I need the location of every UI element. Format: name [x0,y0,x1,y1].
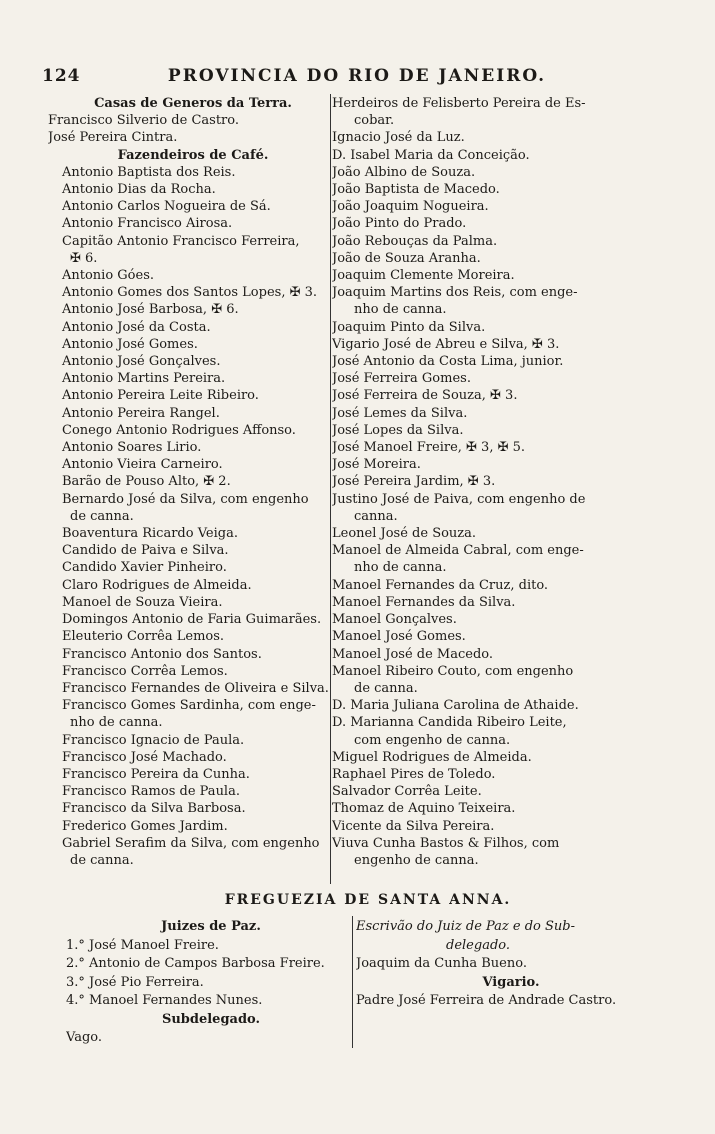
left-column-entry: Francisco Ramos de Paula. [62,784,240,800]
section-right-entry: Joaquim da Cunha Bueno. [356,956,527,971]
left-column [48,95,338,869]
section-right-heading: Vigario. [482,974,540,990]
right-column-entry: Salvador Corrêa Leite. [332,784,482,800]
left-column-entry: Boaventura Ricardo Veiga. [62,526,238,542]
section-left-entry: 1.° José Manoel Freire. [66,937,219,953]
running-title: PROVINCIA DO RIO DE JANEIRO. [167,66,547,86]
left-column-entry: Antonio Martins Pereira. [62,371,226,387]
left-column-entry: Antonio Francisco Airosa. [62,216,233,232]
right-column-entry: João Pinto do Prado. [332,216,467,232]
right-column-entry: Manoel Ribeiro Couto, com engenho [332,663,574,679]
right-column-entry: Leonel José de Souza. [332,526,477,542]
right-column-entry-continuation: nho de canna. [354,302,447,318]
left-column-entry: Frederico Gomes Jardim. [62,818,228,834]
right-column-entry: Manoel Gonçalves. [332,612,457,628]
right-column-entry: João Albino de Souza. [332,164,476,180]
right-column-entry: Joaquim Pinto da Silva. [332,319,486,335]
right-column-entry: Thomaz de Aquino Teixeira. [332,801,516,817]
section-right-entry: Escrivão do Juiz de Paz e do Sub- [356,919,576,934]
left-column-entry: Bernardo José da Silva, com engenho [62,491,309,507]
left-column-entry: Antonio Góes. [62,268,155,284]
right-column-entry: José Lemes da Silva. [332,405,468,421]
left-column-entry: Antonio Soares Lirio. [62,440,202,456]
section-right-entry: Padre José Ferreira de Andrade Castro. [356,993,617,1008]
left-column-entry-continuation: de canna. [70,508,134,524]
right-column-entry-continuation: canna. [354,508,398,524]
right-column-entry: Justino José de Paiva, com engenho de [332,491,586,507]
left-column-entry: Antonio Gomes dos Santos Lopes, ✠ 3. [62,285,318,301]
right-column-entry: Manoel de Almeida Cabral, com enge- [332,543,584,559]
right-column-entry: Manoel José Gomes. [332,629,466,645]
section-left-heading: Juizes de Paz. [161,919,261,934]
left-column-heading: Fazendeiros de Café. [117,147,269,163]
left-column-entry: Claro Rodrigues de Almeida. [62,577,252,593]
right-column-entry-continuation: cobar. [354,113,395,129]
left-column-entry-continuation: de canna. [70,852,134,868]
right-column-entry: José Lopes da Silva. [332,422,464,438]
section-title: FREGUEZIA DE SANTA ANNA. [224,892,512,908]
section-right-column [356,918,666,1011]
left-column-entry: Francisco Fernandes de Oliveira e Silva. [62,680,329,696]
section-left-entry: 4.° Manoel Fernandes Nunes. [66,993,263,1008]
left-column-entry: Antonio Baptista dos Reis. [62,164,236,180]
left-column-entry: Manoel de Souza Vieira. [62,594,223,610]
right-column-entry-continuation: com engenho de canna. [354,732,511,748]
right-column-entry: José Antonio da Costa Lima, junior. [332,354,564,370]
left-column-entry: Antonio Carlos Nogueira de Sá. [62,199,271,215]
left-column-entry: Francisco Antonio dos Santos. [62,646,262,662]
right-column-entry: D. Maria Juliana Carolina de Athaide. [332,698,579,714]
left-column-entry: Antonio José da Costa. [62,319,211,335]
left-column-entry: Candido de Paiva e Silva. [62,543,229,559]
right-column-entry: Raphael Pires de Toledo. [332,766,496,782]
right-column-entry: Joaquim Clemente Moreira. [332,268,515,284]
section-divider [352,916,353,1048]
right-column-entry: João Joaquim Nogueira. [332,199,489,215]
right-column-entry: D. Isabel Maria da Conceição. [332,147,530,163]
right-column-entry-continuation: engenho de canna. [354,852,479,868]
left-column-entry: Barão de Pouso Alto, ✠ 2. [62,474,231,490]
section-left-entry: Vago. [66,1030,102,1045]
right-column-entry: José Ferreira de Souza, ✠ 3. [332,388,518,404]
left-column-heading: Casas de Generos da Terra. [94,96,292,111]
right-column-entry: Herdeiros de Felisberto Pereira de Es- [332,96,586,111]
left-column-entry: Francisco Pereira da Cunha. [62,766,250,782]
left-column-entry: Eleuterio Corrêa Lemos. [62,629,225,645]
right-column-entry: Miguel Rodrigues de Almeida. [332,749,532,765]
left-column-entry-continuation: ✠ 6. [70,250,98,266]
page-header [42,66,682,88]
left-column-entry: Candido Xavier Pinheiro. [62,560,227,576]
page-number: 124 [42,66,81,86]
left-column-entry: Francisco Corrêa Lemos. [62,663,228,679]
left-column-entry: José Pereira Cintra. [48,130,178,146]
right-column-entry: José Ferreira Gomes. [332,371,471,387]
left-column-entry: Capitão Antonio Francisco Ferreira, [62,233,300,249]
left-column-entry: Francisco Ignacio de Paula. [62,732,245,748]
right-column-entry: José Moreira. [332,457,421,473]
right-column-entry: João Rebouças da Palma. [332,233,498,249]
left-column-entry: Domingos Antonio de Faria Guimarães. [62,612,322,628]
left-column-entry: Francisco da Silva Barbosa. [62,801,246,817]
left-column-entry: Antonio José Gomes. [62,336,198,352]
left-column-entry: Antonio Dias da Rocha. [62,182,216,198]
section-left-column [66,918,356,1048]
right-column-entry: João de Souza Aranha. [332,250,481,266]
right-column-entry: José Manoel Freire, ✠ 3, ✠ 5. [332,440,526,456]
section-left-heading: Subdelegado. [161,1011,261,1027]
right-column-entry: Manoel Fernandes da Cruz, dito. [332,577,549,593]
right-column-entry-continuation: nho de canna. [354,560,447,576]
right-column-entry: Joaquim Martins dos Reis, com enge- [332,285,578,301]
right-column-entry: D. Marianna Candida Ribeiro Leite, [332,715,567,731]
left-column-entry: Conego Antonio Rodrigues Affonso. [62,422,296,438]
column-divider [330,94,331,884]
left-column-entry: Francisco Gomes Sardinha, com enge- [62,698,316,714]
left-column-entry: Gabriel Serafim da Silva, com engenho [62,835,320,851]
right-column-entry: Manoel Fernandes da Silva. [332,594,516,610]
right-column-entry: José Pereira Jardim, ✠ 3. [332,474,496,490]
right-column-entry: Vicente da Silva Pereira. [332,818,495,834]
right-column-entry: Manoel José de Macedo. [332,646,494,662]
section-right-entry: delegado. [446,937,510,953]
left-column-entry: Francisco José Machado. [62,749,227,765]
left-column-entry: Antonio Vieira Carneiro. [62,457,223,473]
section-left-entry: 2.° Antonio de Campos Barbosa Freire. [66,956,325,971]
right-column [332,95,632,869]
left-column-entry: Antonio José Gonçalves. [62,354,221,370]
right-column-entry: Vigario José de Abreu e Silva, ✠ 3. [332,336,560,352]
right-column-entry: João Baptista de Macedo. [332,182,500,198]
left-column-entry-continuation: nho de canna. [70,715,163,731]
left-column-entry: Francisco Silverio de Castro. [48,113,239,129]
right-column-entry: Ignacio José da Luz. [332,130,465,146]
right-column-entry-continuation: de canna. [354,680,418,696]
left-column-entry: Antonio José Barbosa, ✠ 6. [62,302,239,318]
section-left-entry: 3.° José Pio Ferreira. [66,974,204,990]
right-column-entry: Viuva Cunha Bastos & Filhos, com [332,835,560,851]
left-column-entry: Antonio Pereira Leite Ribeiro. [62,388,259,404]
left-column-entry: Antonio Pereira Rangel. [62,405,220,421]
